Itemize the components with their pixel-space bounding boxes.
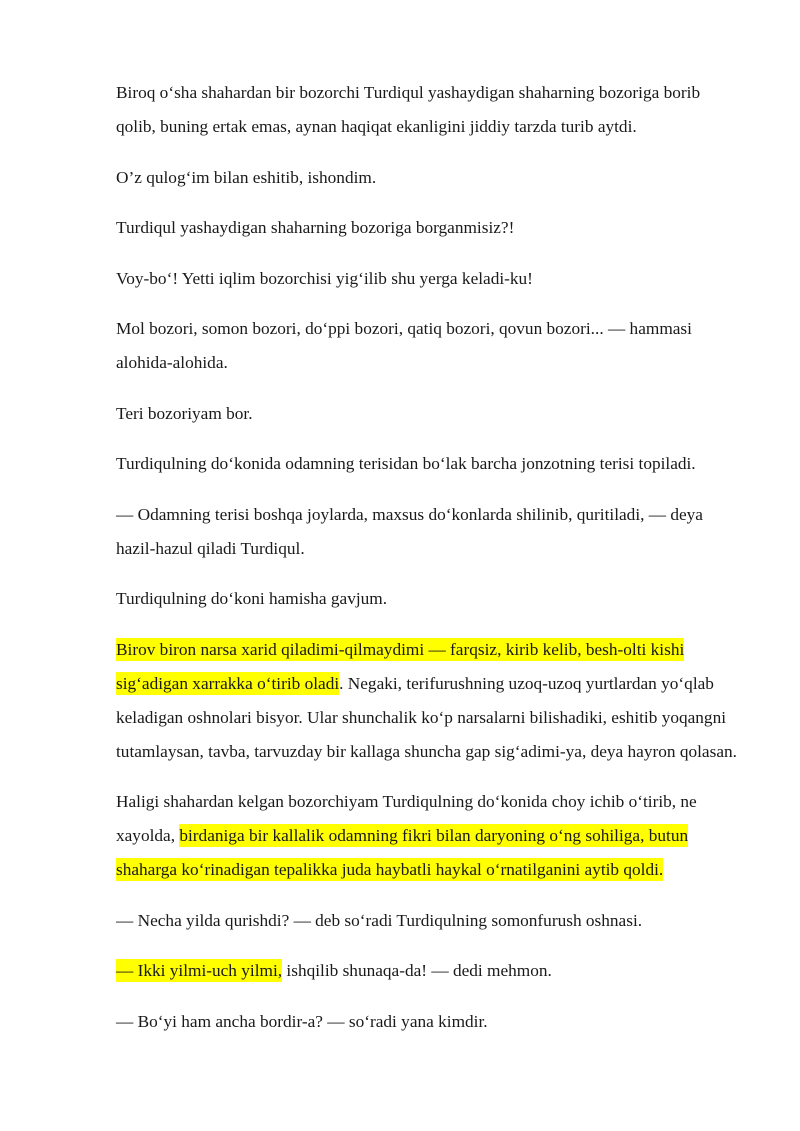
- text-segment: Turdiqulning do‘konida odamning terisidan bo‘lak barcha jonzotning terisi topiladi.: [116, 454, 696, 473]
- paragraph-5: [116, 312, 744, 380]
- highlighted-text: Birov biron narsa xarid qiladimi-qilmaydimi — farqsiz, kirib kelib, besh-olti kishi sig‘adigan xarrakka o‘tirib oladi: [116, 639, 685, 693]
- paragraph-1: [116, 76, 744, 144]
- text-segment: ishqilib shunaqa-da! — dedi mehmon.: [282, 961, 552, 980]
- paragraph-14: [116, 1005, 744, 1039]
- paragraph-12: [116, 904, 744, 938]
- paragraph-2: [116, 161, 744, 195]
- highlighted-text: — Ikki yilmi-uch yilmi,: [116, 961, 283, 980]
- text-segment: Voy-bo‘! Yetti iqlim bozorchisi yig‘ilib shu yerga keladi-ku!: [116, 268, 533, 288]
- text-segment: — Bo‘yi ham ancha bordir-a? — so‘radi yana kimdir.: [116, 1011, 488, 1031]
- text-segment: Turdiqulning do‘koni hamisha gavjum.: [116, 589, 388, 608]
- paragraph-3: [116, 211, 744, 245]
- text-segment: — Odamning terisi boshqa joylarda, maxsus do‘konlarda shilinib, quritiladi, — deya hazil-hazul qiladi Turdiqul.: [116, 504, 703, 558]
- text-segment: — Necha yilda qurishdi? — deb so‘radi Turdiqulning somonfurush oshnasi.: [116, 910, 643, 930]
- text-segment: . Negaki, terifurushning uzoq-uzoq yurtlardan yo‘qlab keladigan oshnolari bisyor. Ular shunchalik ko‘p narsalarni bilishadiki, eshitib yoqangni tutamlaysan, tavba, tarvuzday bir kallaga shuncha gap sig‘adimi-ya, deya hayron qolasan.: [116, 673, 737, 761]
- text-segment: Biroq o‘sha shahardan bir bozorchi Turdiqul yashaydigan shaharning bozoriga borib qolib, buning ertak emas, aynan haqiqat ekanligini jiddiy tarzda turib aytdi.: [116, 83, 701, 136]
- paragraph-13: [116, 954, 744, 988]
- text-segment: Turdiqul yashaydigan shaharning bozoriga borganmisiz?!: [116, 218, 515, 237]
- paragraph-11: [116, 785, 744, 887]
- paragraph-9: [116, 582, 744, 616]
- paragraph-4: [116, 262, 744, 296]
- text-segment: O’z qulog‘im bilan eshitib, ishondim.: [116, 167, 377, 187]
- paragraph-7: [116, 447, 744, 481]
- text-segment: Mol bozori, somon bozori, do‘ppi bozori, qatiq bozori, qovun bozori... — hammasi alohida-alohida.: [116, 319, 692, 372]
- text-segment: Teri bozoriyam bor.: [116, 403, 253, 423]
- paragraph-6: [116, 397, 744, 431]
- paragraph-8: [116, 498, 744, 566]
- paragraph-10: [116, 633, 744, 769]
- highlighted-text: birdaniga bir kallalik odamning fikri bilan daryoning o‘ng sohiliga, butun shaharga ko‘rinadigan tepalikka juda haybatli haykal o‘rnatilganini aytib qoldi.: [116, 826, 689, 879]
- text-segment: Haligi shahardan kelgan bozorchiyam Turdiqulning do‘konida choy ichib o‘tirib, ne xayolda,: [116, 792, 697, 845]
